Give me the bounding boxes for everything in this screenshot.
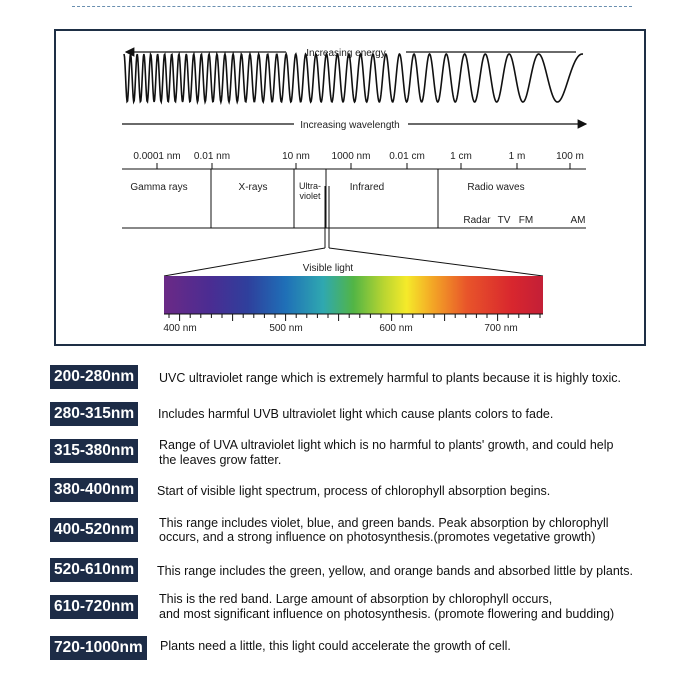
visible-fan-left <box>164 248 325 276</box>
range-description-line2: occurs, and a strong influence on photosynthesis.(promotes vegetative growth) <box>159 530 596 544</box>
range-badge: 315-380nm <box>50 439 138 463</box>
spectrum-svg <box>56 31 644 344</box>
band-infrared: Infrared <box>349 182 385 193</box>
range-badge: 400-520nm <box>50 518 138 542</box>
range-description: Includes harmful UVB ultraviolet light which cause plants colors to fade. <box>158 407 554 421</box>
range-badge: 720-1000nm <box>50 636 147 660</box>
visible-tick-700: 700 nm <box>484 323 518 334</box>
band-fm: FM <box>518 215 534 226</box>
range-description: Plants need a little, this light could accelerate the growth of cell. <box>160 639 511 653</box>
band-radar: Radar <box>463 215 491 226</box>
visible-tick-600: 600 nm <box>379 323 413 334</box>
range-description-line2: and most significant influence on photosynthesis. (promote flowering and budding) <box>159 607 615 621</box>
top-divider <box>72 6 632 7</box>
scale-label-0: 0.0001 nm <box>133 151 181 162</box>
scale-label-3: 1000 nm <box>331 151 371 162</box>
scale-ticks <box>157 163 570 169</box>
range-description: This is the red band. Large amount of absorption by chlorophyll occurs, <box>159 592 553 606</box>
band-uv-line2: violet <box>299 191 321 201</box>
range-badge: 610-720nm <box>50 595 138 619</box>
range-badge: 200-280nm <box>50 365 138 389</box>
visible-fan-right <box>329 248 543 276</box>
range-description: UVC ultraviolet range which is extremely harmful to plants because it is highly toxic. <box>159 371 622 385</box>
band-gamma: Gamma rays <box>130 182 188 193</box>
band-uv-line1: Ultra- <box>299 181 321 191</box>
band-xrays: X-rays <box>238 182 268 193</box>
band-tv: TV <box>497 215 511 226</box>
range-description: Range of UVA ultraviolet light which is no harmful to plants' growth, and could help <box>159 438 614 452</box>
scale-label-2: 10 nm <box>282 151 310 162</box>
chirp-wave <box>124 54 583 102</box>
visible-tick-500: 500 nm <box>269 323 303 334</box>
visible-tick-400: 400 nm <box>163 323 197 334</box>
range-description: This range includes violet, blue, and green bands. Peak absorption by chlorophyll <box>159 516 609 530</box>
range-badge: 280-315nm <box>50 402 138 426</box>
range-description-line2: the leaves grow fatter. <box>159 453 282 467</box>
scale-label-4: 0.01 cm <box>389 151 425 162</box>
spectrum-diagram <box>54 29 646 346</box>
range-badge: 520-610nm <box>50 558 138 582</box>
scale-label-7: 100 m <box>556 151 584 162</box>
energy-label: Increasing energy <box>306 48 386 59</box>
scale-label-1: 0.01 nm <box>193 151 231 162</box>
range-badge: 380-400nm <box>50 478 138 502</box>
scale-label-5: 1 cm <box>450 151 472 162</box>
range-description: This range includes the green, yellow, and orange bands and absorbed little by plants. <box>157 564 634 578</box>
visible-ticks <box>169 314 540 321</box>
band-radio: Radio waves <box>467 182 525 193</box>
range-description: Start of visible light spectrum, process of chlorophyll absorption begins. <box>157 484 551 498</box>
band-am: AM <box>570 215 586 226</box>
visible-light-label: Visible light <box>302 263 354 274</box>
visible-spectrum-bar <box>164 276 543 314</box>
scale-label-6: 1 m <box>508 151 526 162</box>
wavelength-label: Increasing wavelength <box>300 120 400 131</box>
